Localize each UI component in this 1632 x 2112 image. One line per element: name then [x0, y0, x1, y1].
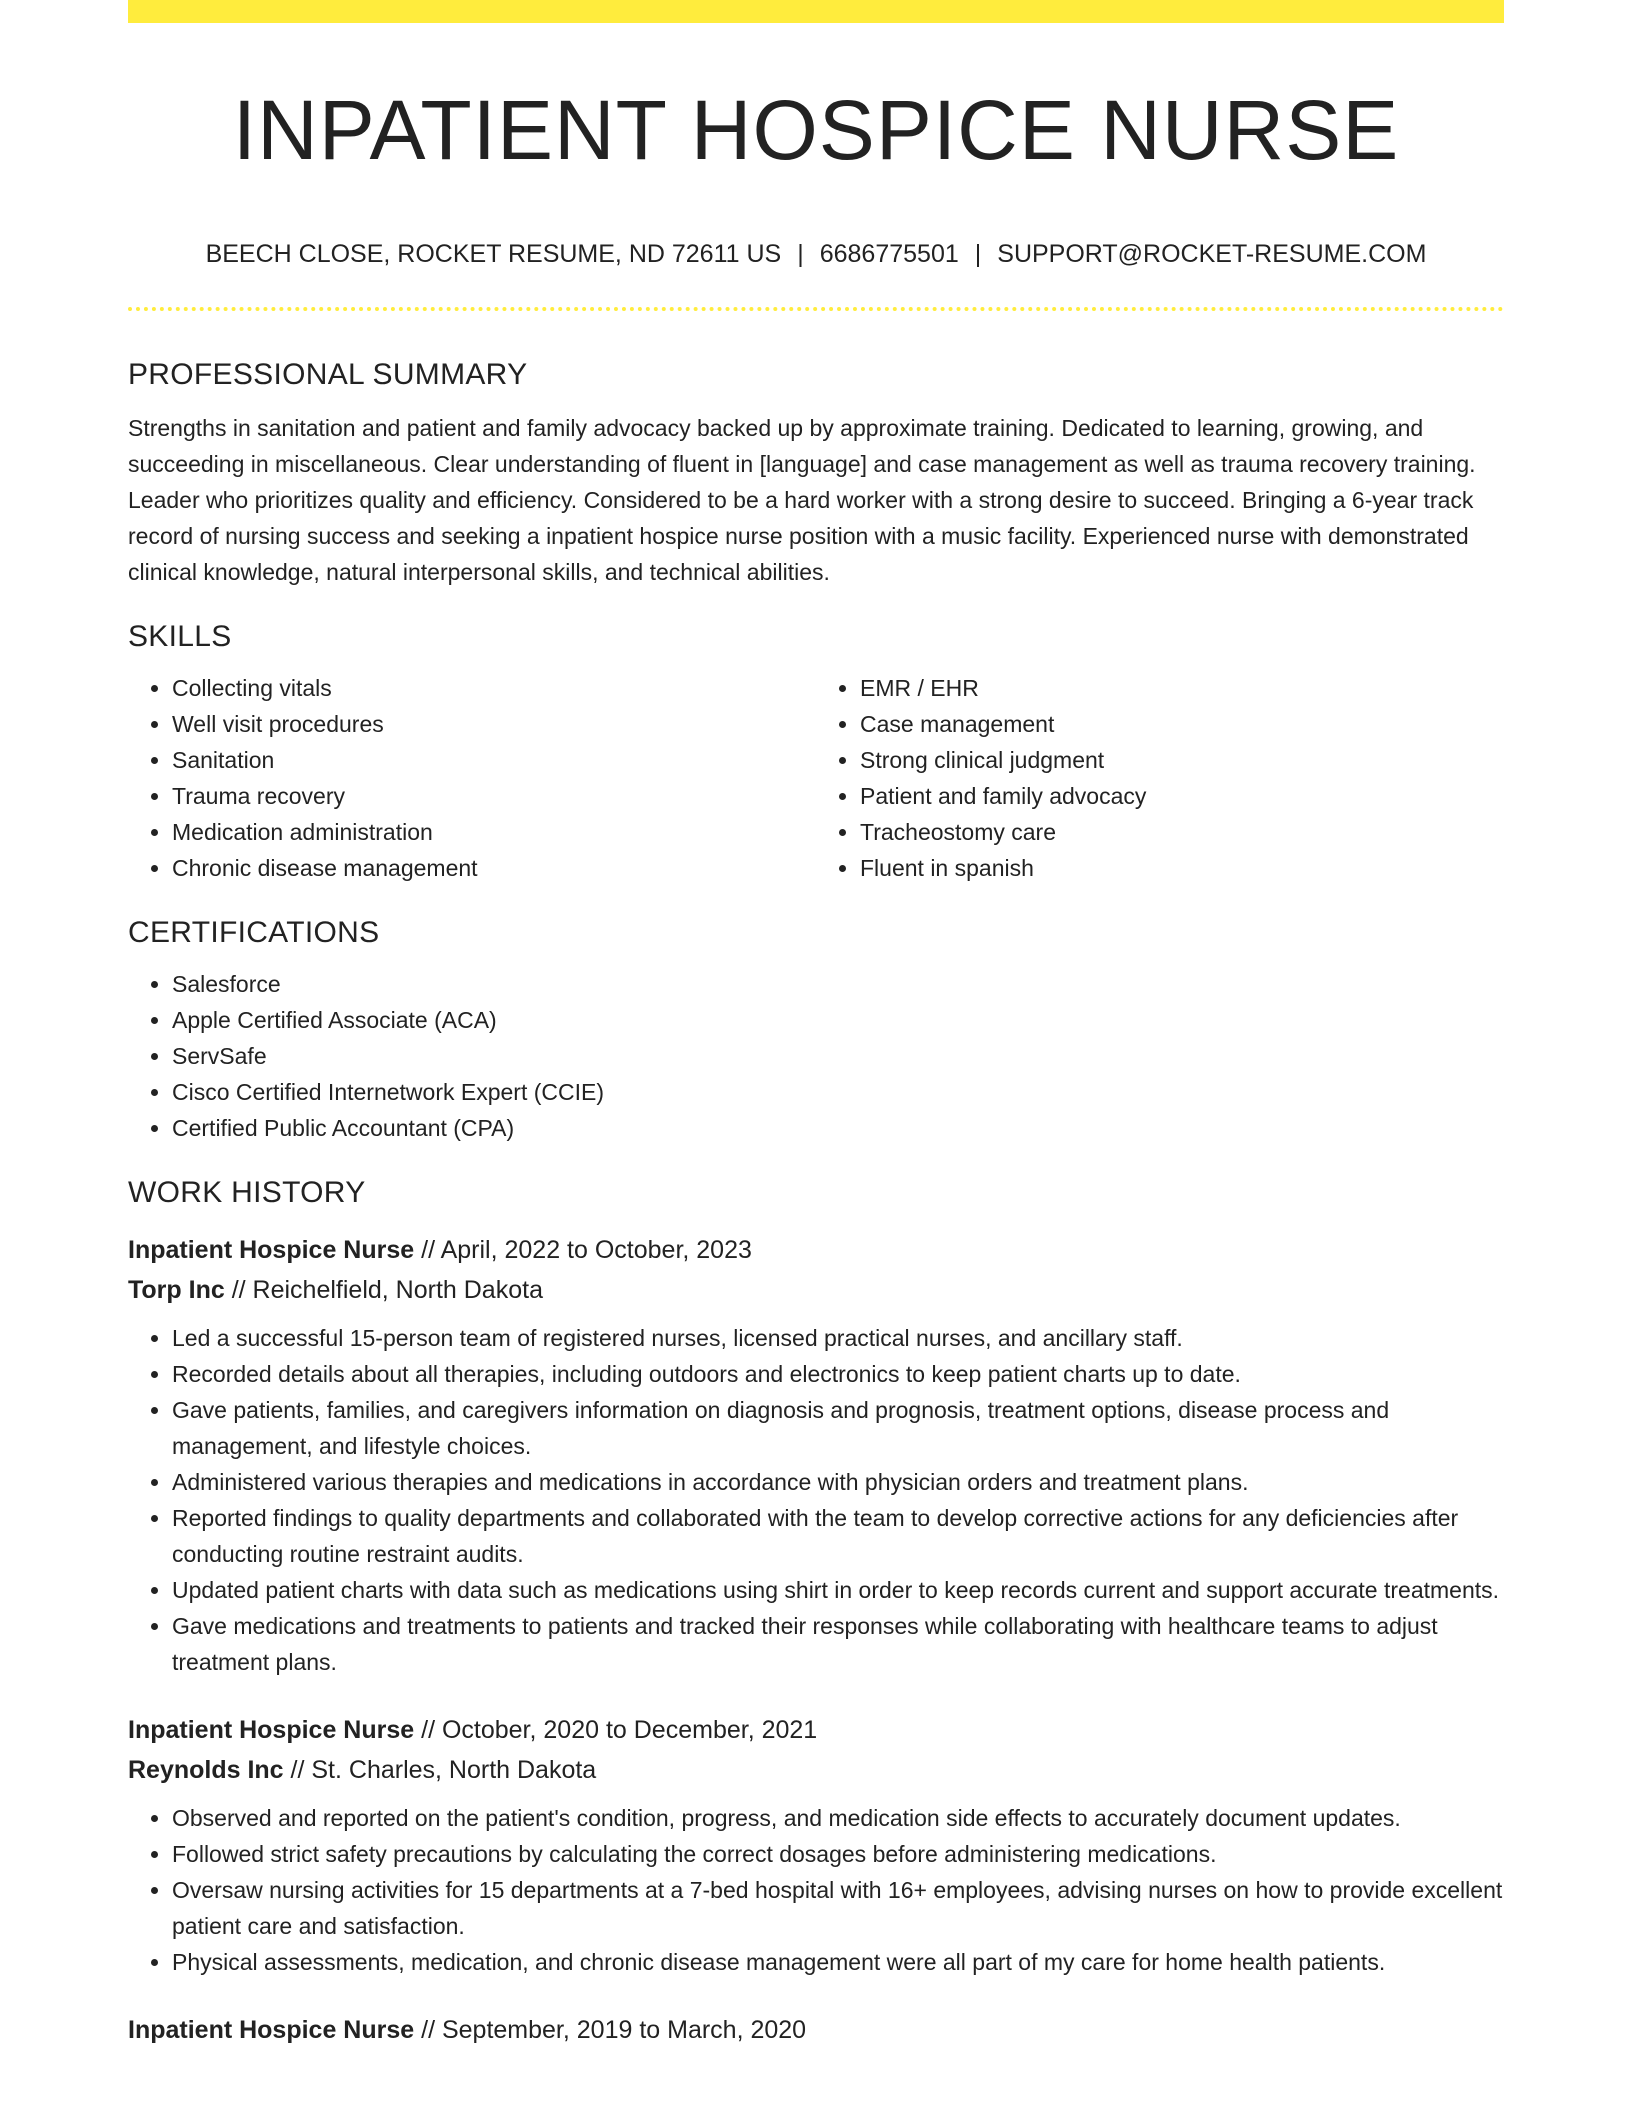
job-dates: // April, 2022 to October, 2023: [414, 1236, 752, 1264]
header-divider: [128, 307, 1504, 311]
skill-item: • Strong clinical judgment: [860, 742, 1504, 778]
job-bullet: • Observed and reported on the patient's condition, progress, and medication side effects to accurately document updates.: [172, 1800, 1504, 1836]
job-title: Inpatient Hospice Nurse: [128, 1236, 415, 1264]
resume-content: [128, 352, 1504, 2050]
job-bullet: • Followed strict safety precautions by calculating the correct dosages before administering medications.: [172, 1836, 1504, 1872]
job-title: Inpatient Hospice Nurse: [128, 2016, 415, 2044]
certification-item: • Apple Certified Associate (ACA): [172, 1002, 1504, 1038]
job-bullet: • Oversaw nursing activities for 15 departments at a 7-bed hospital with 16+ employees, advising nurses on how to provide excellent patient care and satisfaction.: [172, 1872, 1504, 1944]
skills-list-right: [816, 670, 1504, 886]
certification-item: • ServSafe: [172, 1038, 1504, 1074]
skill-item: • Patient and family advocacy: [860, 778, 1504, 814]
job-dates: // October, 2020 to December, 2021: [414, 1716, 818, 1744]
contact-phone: 6686775501: [819, 240, 959, 268]
contact-line: [128, 236, 1504, 272]
skill-item: • Tracheostomy care: [860, 814, 1504, 850]
job-entry: [128, 2010, 1504, 2050]
certifications-list: [128, 966, 1504, 1146]
job-bullets: [128, 1320, 1504, 1680]
skills-section: [128, 614, 1504, 910]
certification-item: • Certified Public Accountant (CPA): [172, 1110, 1504, 1146]
summary-text: Strengths in sanitation and patient and family advocacy backed up by approximate training. Dedicated to learning, growing, and succeeding in miscellaneous. Clear understanding of fluent in [language] and case management as well as trauma recovery training. Leader who prioritizes quality and efficiency. Considered to be a hard worker with a strong desire to succeed. Bringing a 6-year track record of nursing success and seeking a inpatient hospice nurse position with a music facility. Experienced nurse with demonstrated clinical knowledge, natural interpersonal skills, and technical abilities.: [128, 415, 1476, 585]
job-title: Inpatient Hospice Nurse: [128, 1716, 415, 1744]
job-company-line: [128, 1270, 1504, 1310]
skills-columns: [128, 660, 1504, 910]
certification-item: • Cisco Certified Internetwork Expert (CCIE): [172, 1074, 1504, 1110]
certifications-heading: CERTIFICATIONS: [128, 916, 380, 949]
job-dates: // September, 2019 to March, 2020: [414, 2016, 807, 2044]
skill-item: • Trauma recovery: [172, 778, 816, 814]
job-location: // Reichelfield, North Dakota: [224, 1276, 543, 1304]
contact-separator: |: [974, 240, 982, 268]
job-bullet: • Gave medications and treatments to patients and tracked their responses while collaborating with healthcare teams to adjust treatment plans.: [172, 1608, 1504, 1680]
skills-heading: SKILLS: [128, 620, 232, 653]
skill-item: • Chronic disease management: [172, 850, 816, 886]
job-bullets: [128, 1800, 1504, 1980]
work-history-section: [128, 1170, 1504, 2050]
skill-item: • Case management: [860, 706, 1504, 742]
contact-address: BEECH CLOSE, ROCKET RESUME, ND 72611 US: [205, 240, 782, 268]
skill-item: • Fluent in spanish: [860, 850, 1504, 886]
skill-item: • Sanitation: [172, 742, 816, 778]
job-entry: [128, 1230, 1504, 1680]
job-bullet: • Updated patient charts with data such as medications using shirt in order to keep records current and support accurate treatments.: [172, 1572, 1504, 1608]
skill-item: • EMR / EHR: [860, 670, 1504, 706]
job-bullet: • Recorded details about all therapies, including outdoors and electronics to keep patient charts up to date.: [172, 1356, 1504, 1392]
job-title-line: [128, 2010, 1504, 2050]
contact-email: SUPPORT@ROCKET-RESUME.COM: [997, 240, 1427, 268]
job-location: // St. Charles, North Dakota: [283, 1756, 597, 1784]
skills-list-left: [128, 670, 816, 886]
job-company: Torp Inc: [128, 1276, 225, 1304]
resume-name: INPATIENT HOSPICE NURSE: [232, 83, 1400, 177]
job-title-line: [128, 1230, 1504, 1270]
header-accent-bar: [128, 0, 1504, 23]
certifications-section: [128, 910, 1504, 1146]
job-company: Reynolds Inc: [128, 1756, 284, 1784]
job-bullet: • Led a successful 15-person team of registered nurses, licensed practical nurses, and ancillary staff.: [172, 1320, 1504, 1356]
job-entry: [128, 1710, 1504, 1980]
skill-item: • Well visit procedures: [172, 706, 816, 742]
summary-heading: PROFESSIONAL SUMMARY: [128, 358, 528, 391]
work-history-heading: WORK HISTORY: [128, 1176, 366, 1209]
job-title-line: [128, 1710, 1504, 1750]
job-company-line: [128, 1750, 1504, 1790]
job-bullet: • Reported findings to quality departments and collaborated with the team to develop corrective actions for any deficiencies after conducting routine restraint audits.: [172, 1500, 1504, 1572]
summary-section: [128, 352, 1504, 590]
skill-item: • Medication administration: [172, 814, 816, 850]
skill-item: • Collecting vitals: [172, 670, 816, 706]
job-bullet: • Gave patients, families, and caregivers information on diagnosis and prognosis, treatment options, disease process and management, and lifestyle choices.: [172, 1392, 1504, 1464]
certification-item: • Salesforce: [172, 966, 1504, 1002]
contact-separator: |: [797, 240, 804, 268]
job-bullet: • Physical assessments, medication, and chronic disease management were all part of my care for home health patients.: [172, 1944, 1504, 1980]
job-bullet: • Administered various therapies and medications in accordance with physician orders and treatment plans.: [172, 1464, 1504, 1500]
